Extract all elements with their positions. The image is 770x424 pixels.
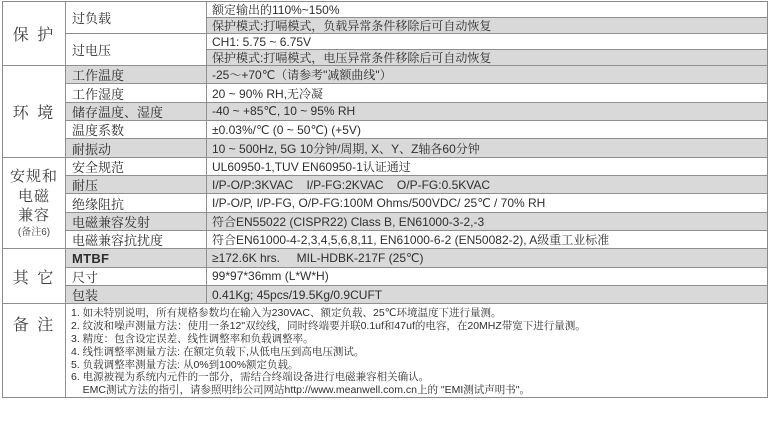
section-label-environment: 环 境 (3, 66, 65, 157)
spec-label-working-temp: 工作温度 (66, 66, 206, 83)
spec-value-dimension: 99*97*36mm (L*W*H) (207, 268, 767, 285)
note-line-4: 4. 线性调整率测量方法: 在额定负载下,从低电压到高电压测试。 (71, 345, 365, 358)
spec-label-emc-emission: 电磁兼容发射 (66, 213, 206, 230)
spec-value-withstand-voltage: I/P-O/P:3KVAC I/P-FG:2KVAC O/P-FG:0.5KVAC (207, 176, 767, 193)
note-line-3: 3. 精度：包含设定误差、线性调整率和负载调整率。 (71, 333, 314, 346)
spec-label-overvoltage: 过电压 (66, 34, 206, 65)
spec-label-isolation-resistance: 绝缘阻抗 (66, 194, 206, 211)
spec-value-isolation-resistance: I/P-O/P, I/P-FG, O/P-FG:100M Ohms/500VDC/ 25℃ / 70% RH (207, 194, 767, 211)
spec-value-packing: 0.41Kg; 45pcs/19.5Kg/0.9CUFT (207, 286, 767, 303)
note-line-6: 6. 电源被视为系统内元件的一部分，需结合终端设备进行电磁兼容相关确认。 (71, 371, 430, 384)
safety-emc-line1: 安规和 (9, 168, 58, 186)
spec-label-dimension: 尺寸 (66, 268, 206, 285)
section-label-safety-emc (3, 158, 65, 249)
spec-value-working-humidity: 20 ~ 90% RH,无冷凝 (207, 84, 767, 101)
spec-label-withstand-voltage: 耐压 (66, 176, 206, 193)
safety-emc-note-ref: (备注6) (17, 226, 51, 238)
spec-value-overvoltage-mode: 保护模式:打嗝模式，电压异常条件移除后可自动恢复 (207, 50, 767, 65)
spec-label-mtbf: MTBF (66, 249, 206, 266)
spec-label-vibration: 耐振动 (66, 139, 206, 156)
section-label-others: 其 它 (3, 249, 65, 303)
spec-value-overload-mode: 保护模式:打嗝模式，负载异常条件移除后可自动恢复 (207, 18, 767, 33)
spec-label-packing: 包装 (66, 286, 206, 303)
spec-label-safety-standards: 安全规范 (66, 158, 206, 175)
spec-value-working-temp: -25～+70℃（请参考"减额曲线"） (207, 66, 767, 83)
spec-value-overvoltage-range: CH1: 5.75 ~ 6.75V (207, 34, 767, 49)
notes-block (66, 304, 767, 397)
spec-label-storage-temp-humidity: 储存温度、湿度 (66, 103, 206, 120)
note-line-1: 1. 如未特别说明，所有规格参数均在输入为230VAC、额定负载、25℃环境温度下进行量测。 (71, 307, 502, 320)
safety-emc-line3: 兼容 (17, 207, 50, 225)
note-line-2: 2. 纹波和噪声测量方法：使用一条12"双绞线，同时终端要并联0.1uf和47uf的电容，在20MHZ带宽下进行量测。 (71, 320, 586, 333)
spec-label-working-humidity: 工作湿度 (66, 84, 206, 101)
safety-emc-line2: 电磁 (17, 187, 50, 205)
spec-value-safety-standards: UL60950-1,TUV EN60950-1认证通过 (207, 158, 767, 175)
section-label-protection: 保 护 (3, 2, 65, 65)
spec-label-emc-immunity: 电磁兼容抗扰度 (66, 231, 206, 248)
note-line-5: 5. 负载调整率测量方法: 从0%到100%额定负载。 (71, 358, 299, 371)
spec-value-vibration: 10 ~ 500Hz, 5G 10分钟/周期, X、Y、Z轴各60分钟 (207, 139, 767, 156)
spec-value-mtbf: ≥172.6K hrs. MIL-HDBK-217F (25℃) (207, 249, 767, 266)
spec-value-overload-range: 额定输出的110%~150% (207, 2, 767, 17)
spec-value-emc-emission: 符合EN55022 (CISPR22) Class B, EN61000-3-2,-3 (207, 213, 767, 230)
spec-value-emc-immunity: 符合EN61000-4-2,3,4,5,6,8,11, EN61000-6-2 (EN50082-2), A级重工业标准 (207, 231, 767, 248)
note-line-6-continued: EMC测试方法的指引，请参照明纬公司网站http://www.meanwell.com.cn上的 "EMI测试声明书"。 (71, 384, 531, 397)
section-label-note: 备 注 (3, 304, 65, 397)
spec-value-temp-coefficient: ±0.03%/℃ (0 ~ 50℃) (+5V) (207, 121, 767, 138)
spec-table (2, 1, 768, 398)
spec-label-overload: 过负载 (66, 2, 206, 33)
spec-value-storage-temp-humidity: -40 ~ +85℃, 10 ~ 95% RH (207, 103, 767, 120)
spec-label-temp-coefficient: 温度系数 (66, 121, 206, 138)
